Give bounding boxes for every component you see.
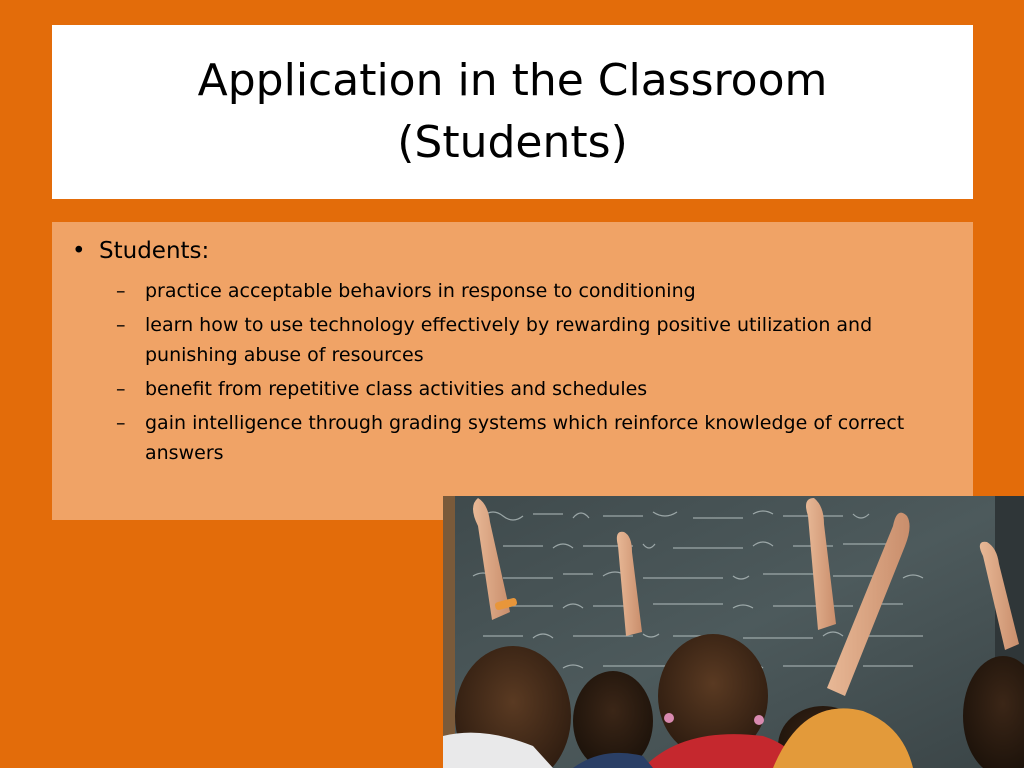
sub-bullet-item [99, 276, 965, 306]
dash-marker: – [116, 412, 126, 434]
sub-bullet-text: learn how to use technology effectively by rewarding positive utilization and punishing abuse of resources [145, 314, 873, 366]
content-box [52, 222, 973, 520]
sub-bullet-list [99, 276, 973, 468]
bullet-list [52, 222, 973, 468]
bullet-item [52, 236, 973, 468]
sub-bullet-text: practice acceptable behaviors in response to conditioning [145, 280, 696, 302]
sub-bullet-item [99, 310, 965, 370]
classroom-photo [443, 496, 1024, 768]
slide-title: Application in the Classroom (Students) [197, 55, 828, 168]
classroom-raised-hands-photo-icon [443, 496, 1024, 768]
sub-bullet-text: benefit from repetitive class activities and schedules [145, 378, 648, 400]
title-box [52, 25, 973, 199]
dash-marker: – [116, 314, 126, 336]
sub-bullet-text: gain intelligence through grading systems which reinforce knowledge of correct answers [145, 412, 905, 464]
sub-bullet-item [99, 374, 965, 404]
dash-marker: – [116, 280, 126, 302]
bullet-marker: • [72, 238, 86, 264]
dash-marker: – [116, 378, 126, 400]
sub-bullet-item [99, 408, 965, 468]
bullet-text: Students: [99, 238, 210, 264]
